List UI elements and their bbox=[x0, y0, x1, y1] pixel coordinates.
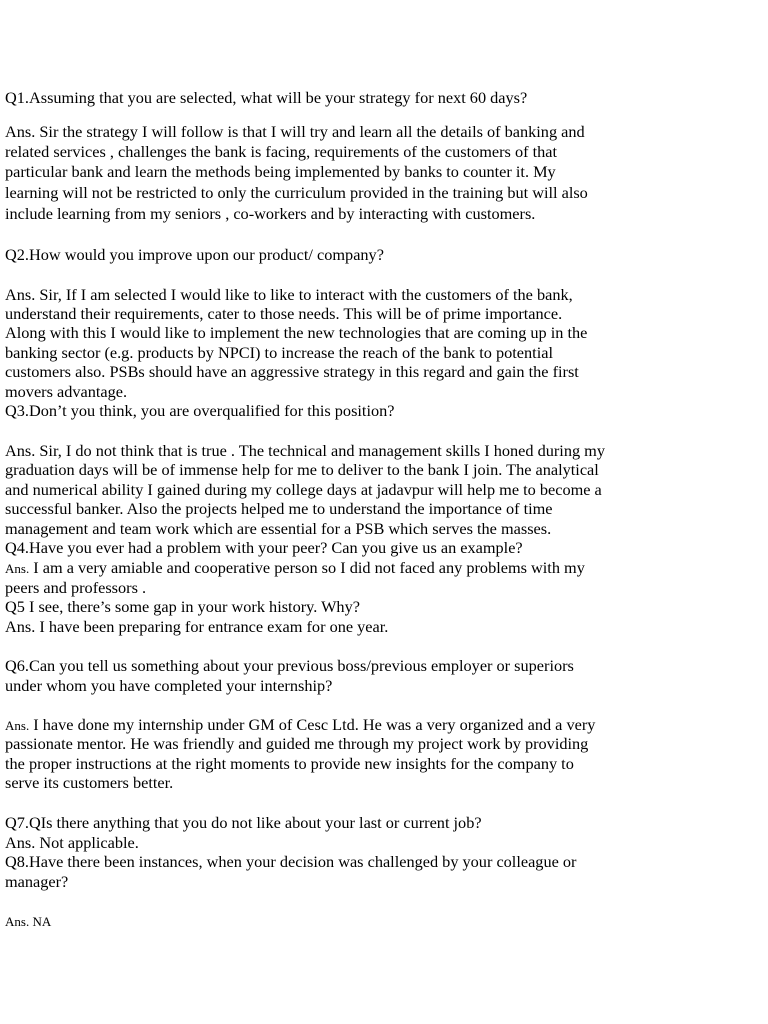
q4-answer-prefix: Ans. bbox=[5, 561, 30, 576]
q2-answer-line: Along with this I would like to implement the new technologies that are coming up in the bbox=[5, 323, 588, 342]
q8-answer: Ans. NA bbox=[5, 914, 52, 929]
q2-question: Q2.How would you improve upon our product/ company? bbox=[5, 245, 384, 264]
q3-answer-line: graduation days will be of immense help for me to deliver to the bank I join. The analytical bbox=[5, 460, 599, 479]
q6-answer-text: I have done my internship under GM of Cesc Ltd. He was a very organized and a very bbox=[29, 715, 596, 734]
q1-answer-line: Ans. Sir the strategy I will follow is that I will try and learn all the details of banking and bbox=[5, 122, 585, 141]
q8-question-line: Q8.Have there been instances, when your decision was challenged by your colleague or bbox=[5, 852, 577, 871]
q1-answer-line: include learning from my seniors , co-workers and by interacting with customers. bbox=[5, 204, 536, 223]
q8-question-line: manager? bbox=[5, 872, 69, 891]
q5-answer: Ans. I have been preparing for entrance exam for one year. bbox=[5, 617, 389, 636]
q1-answer-line: learning will not be restricted to only the curriculum provided in the training but will also bbox=[5, 183, 588, 202]
q2-answer-line: banking sector (e.g. products by NPCI) to increase the reach of the bank to potential bbox=[5, 343, 553, 362]
q1-answer-line: related services , challenges the bank is facing, requirements of the customers of that bbox=[5, 142, 558, 161]
q3-answer-line: successful banker. Also the projects helped me to understand the importance of time bbox=[5, 499, 553, 518]
q4-answer-line: peers and professors . bbox=[5, 578, 147, 597]
q3-answer-line: Ans. Sir, I do not think that is true . The technical and management skills I honed during my bbox=[5, 441, 605, 460]
q6-answer-line: passionate mentor. He was friendly and guided me through my project work by providing bbox=[5, 734, 589, 753]
q3-answer-line: and numerical ability I gained during my college days at jadavpur will help me to become a bbox=[5, 480, 602, 499]
q6-answer-line: the proper instructions at the right moments to provide new insights for the company to bbox=[5, 754, 574, 773]
q7-question: Q7.QIs there anything that you do not like about your last or current job? bbox=[5, 813, 482, 832]
q3-answer-line: management and team work which are essential for a PSB which serves the masses. bbox=[5, 519, 552, 538]
q1-answer-line: particular bank and learn the methods being implemented by banks to counter it. My bbox=[5, 162, 556, 181]
q6-question-line: under whom you have completed your internship? bbox=[5, 676, 333, 695]
q6-answer-line bbox=[5, 715, 595, 736]
q2-answer-line: movers advantage. bbox=[5, 382, 128, 401]
q1-question: Q1.Assuming that you are selected, what will be your strategy for next 60 days? bbox=[5, 88, 528, 107]
q6-question-line: Q6.Can you tell us something about your previous boss/previous employer or superiors bbox=[5, 656, 574, 675]
q4-question: Q4.Have you ever had a problem with your peer? Can you give us an example? bbox=[5, 538, 523, 557]
q5-question: Q5 I see, there’s some gap in your work history. Why? bbox=[5, 597, 360, 616]
q7-answer: Ans. Not applicable. bbox=[5, 833, 139, 852]
q3-question: Q3.Don’t you think, you are overqualified for this position? bbox=[5, 401, 395, 420]
q6-answer-line: serve its customers better. bbox=[5, 773, 174, 792]
q4-answer-line bbox=[5, 558, 585, 579]
q2-answer-line: understand their requirements, cater to those needs. This will be of prime importance. bbox=[5, 304, 563, 323]
q2-answer-line: Ans. Sir, If I am selected I would like to like to interact with the customers of the bank, bbox=[5, 285, 573, 304]
q6-answer-prefix: Ans. bbox=[5, 718, 30, 733]
q4-answer-text: I am a very amiable and cooperative person so I did not faced any problems with my bbox=[29, 558, 585, 577]
q2-answer-line: customers also. PSBs should have an aggressive strategy in this regard and gain the first bbox=[5, 362, 579, 381]
